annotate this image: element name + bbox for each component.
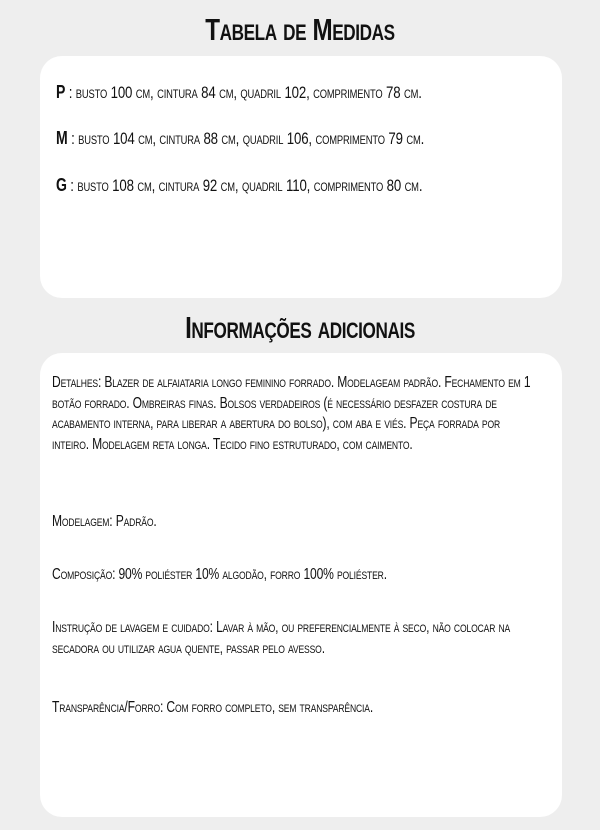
info-title: Informações adicionais	[185, 310, 415, 345]
measures-title: Tabela de Medidas	[205, 12, 395, 47]
measures-card	[40, 56, 562, 298]
composition-paragraph: Composição: 90% poliéster 10% algodão, forro 100% poliéster.	[52, 566, 387, 583]
size-measurements: : busto 100 cm, cintura 84 cm, quadril 102, comprimento 78 cm.	[65, 83, 422, 102]
transparency-paragraph: Transparência/Forro: Com forro completo, sem transparência.	[52, 699, 374, 716]
size-label: M	[56, 128, 68, 148]
size-row-m	[56, 128, 424, 149]
size-measurements: : busto 104 cm, cintura 88 cm, quadril 106, comprimento 79 cm.	[67, 129, 425, 148]
size-label: P	[56, 82, 66, 102]
info-card	[40, 353, 562, 817]
modeling-paragraph: Modelagem: Padrão.	[52, 513, 157, 530]
details-paragraph: Detalhes: Blazer de alfaiataria longo feminino forrado. Modelageam padrão. Fechamento em 1 botão forrado. Ombreiras finas. Bolsos verdadeiros (é necessário desfazer costura de acabamento interna, para liberar a abertura do bolso), com aba e viés. Peça forrada por inteiro. Modelagem reta longa. Tecido fino estruturado, com caimento.	[52, 374, 531, 453]
size-measurements: : busto 108 cm, cintura 92 cm, quadril 110, comprimento 80 cm.	[66, 176, 423, 195]
size-label: G	[56, 175, 67, 195]
size-row-p	[56, 82, 422, 103]
care-paragraph: Instrução de lavagem e cuidado: Lavar à mão, ou preferencialmente à seco, não colocar na secadora ou utilizar agua quente, passar pelo avesso.	[52, 619, 511, 657]
size-row-g	[56, 175, 422, 196]
